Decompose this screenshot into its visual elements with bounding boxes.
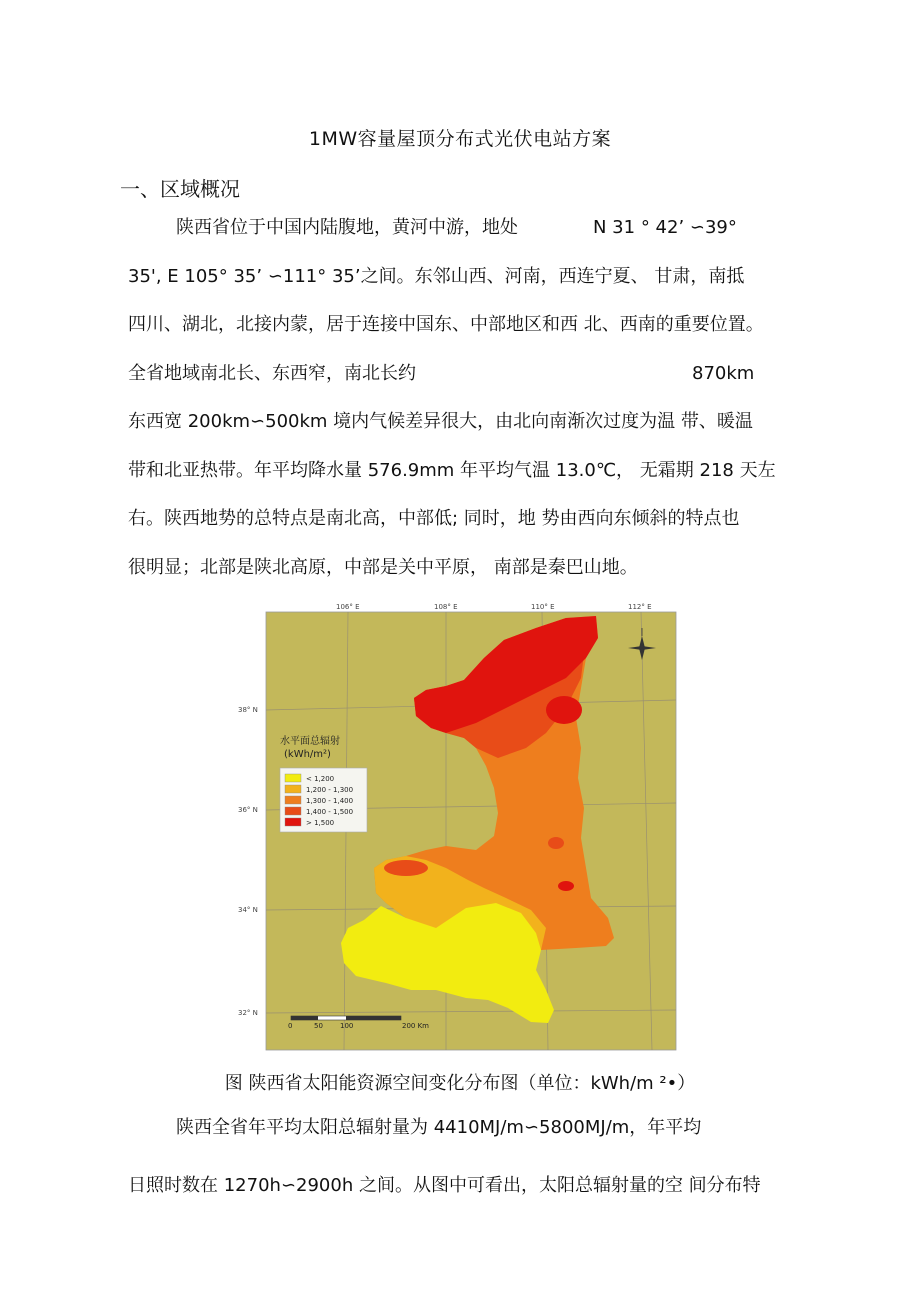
- solar-radiation-map: [236, 598, 678, 1053]
- paragraph-line: 右。陕西地势的总特点是南北高，中部低; 同时，地 势由西向东倾斜的特点也: [128, 508, 740, 529]
- scale-label: 200 Km: [402, 1022, 429, 1030]
- legend-label: 1,200 - 1,300: [306, 786, 354, 794]
- lat-label: 36° N: [238, 806, 258, 814]
- document-title: 1MW容量屋顶分布式光伏电站方案: [308, 128, 612, 150]
- legend-swatch: [285, 785, 301, 793]
- lat-label: 34° N: [238, 906, 258, 914]
- lon-label: 110° E: [531, 603, 555, 611]
- figure-caption: 图 陕西省太阳能资源空间变化分布图（单位：kWh/m ²•）: [224, 1073, 696, 1094]
- legend-swatch: [285, 796, 301, 804]
- lon-label: 106° E: [336, 603, 360, 611]
- paragraph-line: 35', E 105° 35’ ∽111° 35’之间。东邻山西、河南，西连宁夏、 甘肃，南抵: [128, 265, 745, 287]
- legend-label: 1,400 - 1,500: [306, 808, 354, 816]
- high-radiation-spot: [546, 696, 582, 724]
- legend-swatch: [285, 807, 301, 815]
- lat-label: 38° N: [238, 706, 258, 714]
- scale-label: 50: [314, 1022, 323, 1030]
- lat-label: 32° N: [238, 1009, 258, 1017]
- paragraph-line: 东西宽 200km∽500km 境内气候差异很大，由北向南渐次过度为温 带、暖温: [128, 411, 753, 432]
- text-span: 870km: [692, 362, 755, 384]
- high-radiation-spot: [384, 860, 428, 876]
- paragraph-line: 陕西全省年平均太阳总辐射量为 4410MJ/m∽5800MJ/m，年平均: [176, 1117, 702, 1138]
- paragraph-line: 四川、湖北，北接内蒙，居于连接中国东、中部地区和西 北、西南的重要位置。: [128, 314, 764, 335]
- legend-swatch: [285, 818, 301, 826]
- legend-swatch: [285, 774, 301, 782]
- legend-title: 水平面总辐射: [280, 736, 340, 747]
- paragraph-line: [128, 204, 796, 253]
- text-span: 陕西省位于中国内陆腹地，黄河中游，地处: [176, 217, 518, 238]
- legend-label: 1,300 - 1,400: [306, 797, 354, 805]
- legend-unit: (kWh/m²): [284, 749, 331, 760]
- high-radiation-spot: [558, 881, 574, 891]
- section-heading: 一、区域概况: [120, 177, 240, 201]
- text-span: N 31 ° 42’ ∽39°: [593, 217, 737, 238]
- scale-label: 0: [288, 1022, 293, 1030]
- scale-label: 100: [340, 1022, 354, 1030]
- legend-label: > 1,500: [306, 819, 335, 827]
- paragraph-line: [128, 350, 796, 399]
- high-radiation-spot: [548, 837, 564, 849]
- paragraph-region-overview: [128, 204, 796, 592]
- paragraph-line: 日照时数在 1270h∽2900h 之间。从图中可看出，太阳总辐射量的空 间分布特: [128, 1175, 761, 1196]
- paragraph-line: 很明显；北部是陕北高原，中部是关中平原， 南部是秦巴山地。: [128, 556, 638, 578]
- text-span: 全省地域南北长、东西窄，南北长约: [128, 362, 416, 384]
- lon-label: 112° E: [628, 603, 652, 611]
- legend-label: < 1,200: [306, 775, 335, 783]
- lon-label: 108° E: [434, 603, 458, 611]
- paragraph-line: 带和北亚热带。年平均降水量 576.9mm 年平均气温 13.0℃， 无霜期 218 天左: [128, 459, 776, 481]
